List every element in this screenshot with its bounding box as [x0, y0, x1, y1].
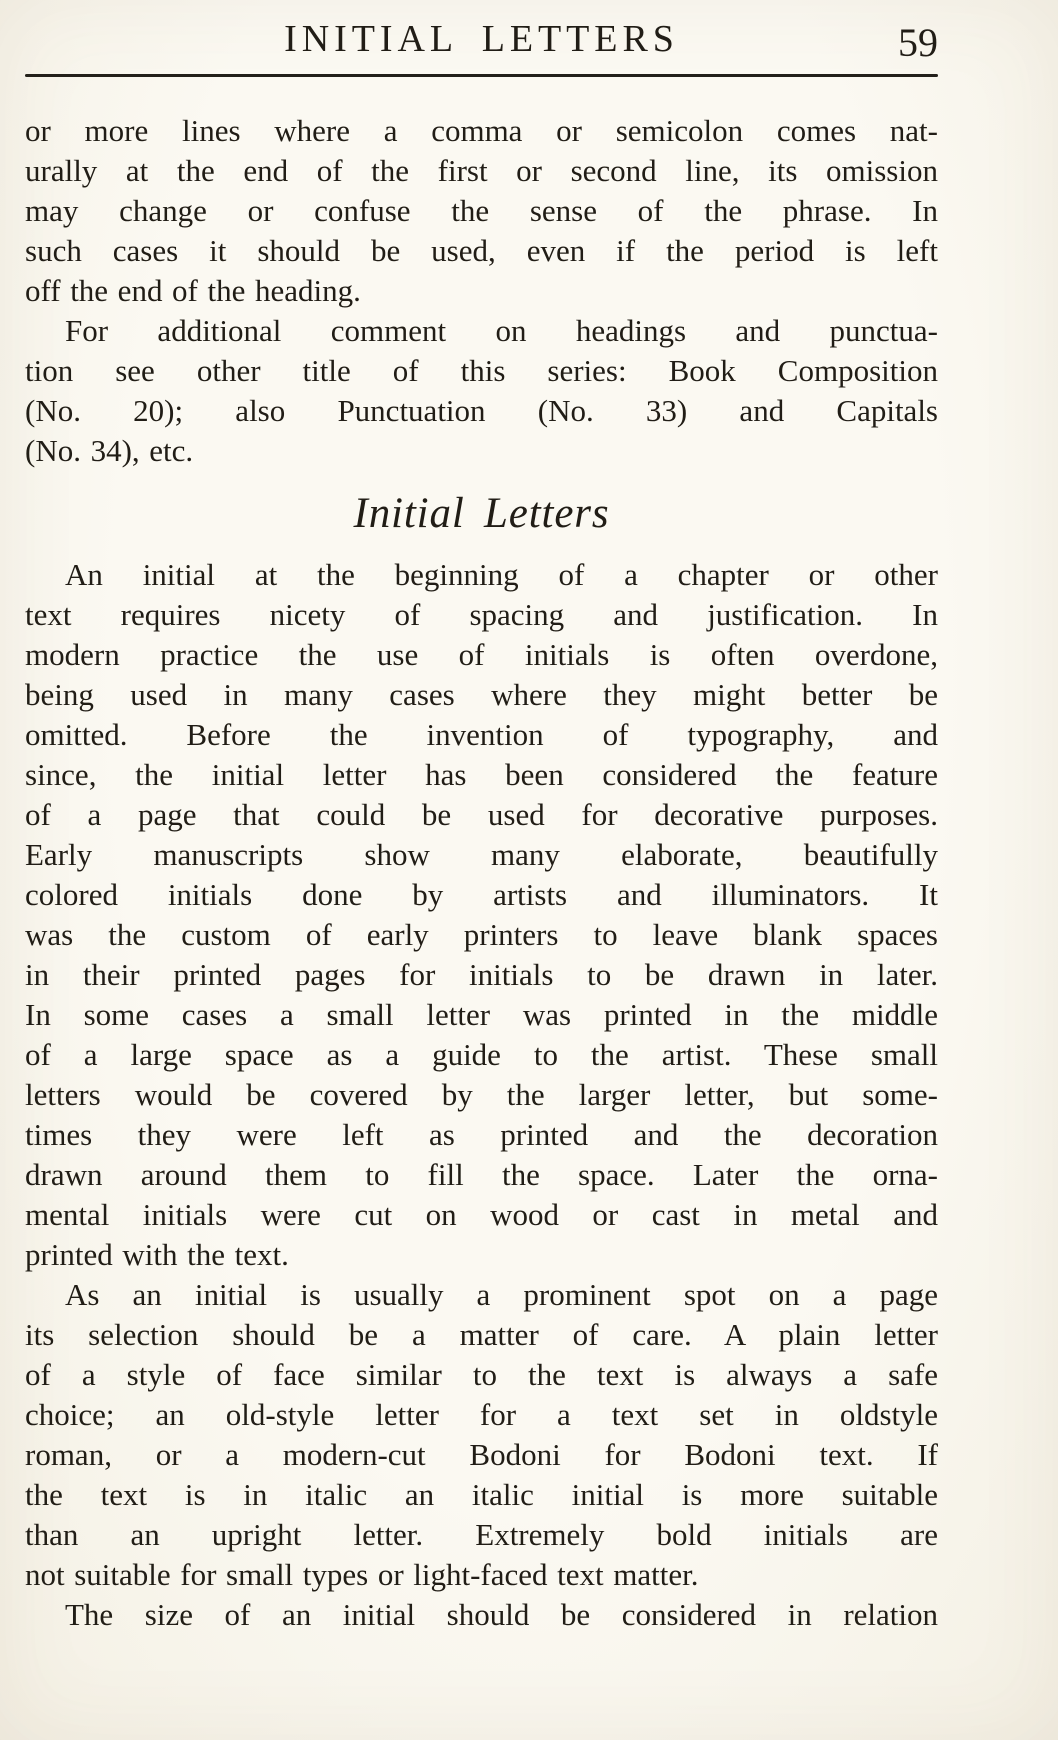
text-line: In some cases a small letter was printed in the middle: [25, 997, 938, 1032]
page-header: [25, 14, 938, 66]
paragraph: [25, 1595, 938, 1635]
text-line: As an initial is usually a prominent spot on a page: [65, 1277, 938, 1312]
text-line: omitted. Before the invention of typography, and: [25, 717, 938, 752]
page-number: 59: [898, 20, 938, 65]
text-line: in their printed pages for initials to be drawn in later.: [25, 957, 938, 992]
text-line: Early manuscripts show many elaborate, beautifully: [25, 837, 938, 872]
text-line: colored initials done by artists and illuminators. It: [25, 877, 938, 912]
text-line: letters would be covered by the larger letter, but some-: [25, 1077, 938, 1112]
text-line: since, the initial letter has been considered the feature: [25, 757, 938, 792]
text-line: not suitable for small types or light-faced text matter.: [25, 1557, 699, 1592]
text-line: roman, or a modern-cut Bodoni for Bodoni text. If: [25, 1437, 938, 1472]
paragraph: [25, 311, 938, 471]
paragraph: [25, 1275, 938, 1595]
text-line: choice; an old-style letter for a text set in oldstyle: [25, 1397, 938, 1432]
text-line: The size of an initial should be considered in relation: [65, 1597, 938, 1632]
text-line: or more lines where a comma or semicolon comes nat-: [25, 113, 938, 148]
text-line: being used in many cases where they might better be: [25, 677, 938, 712]
text-line: of a page that could be used for decorative purposes.: [25, 797, 938, 832]
text-line: drawn around them to fill the space. Later the orna-: [25, 1157, 938, 1192]
text-line: text requires nicety of spacing and justification. In: [25, 597, 938, 632]
text-line: of a style of face similar to the text is always a safe: [25, 1357, 938, 1392]
text-line: than an upright letter. Extremely bold initials are: [25, 1517, 938, 1552]
page-body: [25, 111, 938, 1635]
text-line: such cases it should be used, even if the period is left: [25, 233, 938, 268]
text-line: For additional comment on headings and punctua-: [65, 313, 938, 348]
paragraph: [25, 555, 938, 1275]
text-line: was the custom of early printers to leave blank spaces: [25, 917, 938, 952]
paragraph: [25, 111, 938, 311]
running-head: INITIAL LETTERS: [284, 18, 679, 60]
text-line: urally at the end of the first or second line, its omission: [25, 153, 938, 188]
section-heading: Initial Letters: [353, 490, 610, 537]
text-line: printed with the text.: [25, 1237, 289, 1272]
text-line: An initial at the beginning of a chapter or other: [65, 557, 938, 592]
text-line: modern practice the use of initials is often overdone,: [25, 637, 938, 672]
header-rule: [25, 74, 938, 77]
text-line: mental initials were cut on wood or cast in metal and: [25, 1197, 938, 1232]
text-line: its selection should be a matter of care. A plain letter: [25, 1317, 938, 1352]
text-line: times they were left as printed and the decoration: [25, 1117, 938, 1152]
text-line: (No. 20); also Punctuation (No. 33) and Capitals: [25, 393, 938, 428]
text-line: tion see other title of this series: Book Composition: [25, 353, 938, 388]
text-line: may change or confuse the sense of the phrase. In: [25, 193, 938, 228]
text-line: the text is in italic an italic initial is more suitable: [25, 1477, 938, 1512]
text-line: off the end of the heading.: [25, 273, 361, 308]
text-line: (No. 34), etc.: [25, 433, 194, 468]
text-line: of a large space as a guide to the artist. These small: [25, 1037, 938, 1072]
